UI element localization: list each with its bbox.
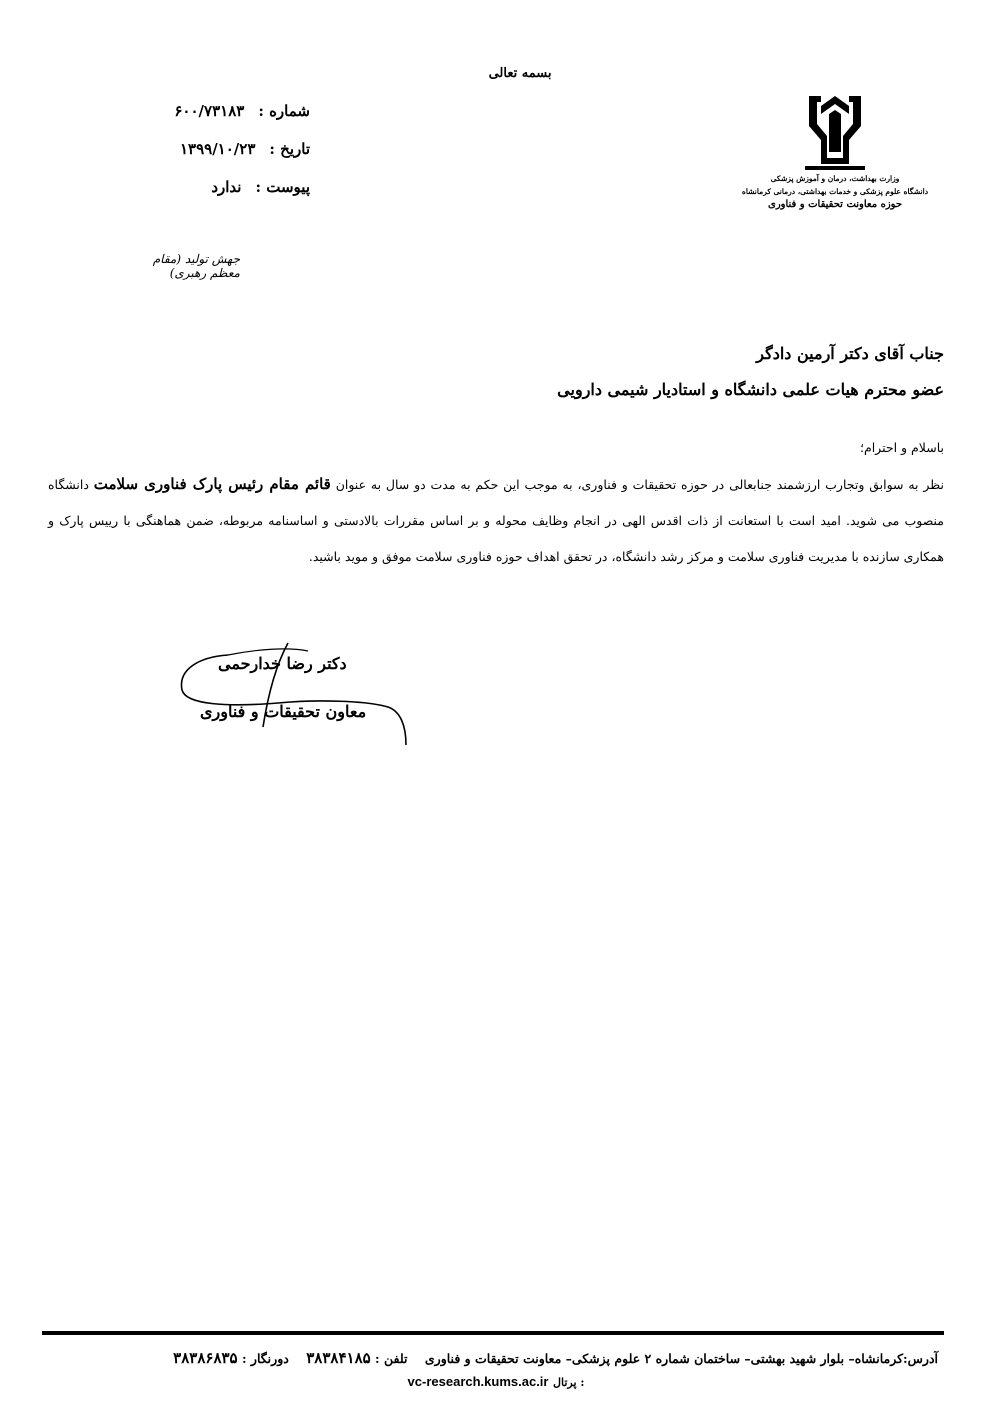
footer-divider [42,1331,944,1335]
number-value: ۶۰۰/۷۳۱۸۳ [174,102,245,120]
attachment-row [150,168,310,206]
number-row [150,92,310,130]
date-value: ۱۳۹۹/۱۰/۲۳ [179,140,256,158]
paragraph-part2: دانشگاه منصوب می شوید. امید است با استعانت از ذات اقدس الهی در انجام وظایف محوله و بر اساس مقررات بالادستی و اساسنامه مربوطه، ضمن هماهنگی با رییس پارک و همکاری سازنده با مدیریت فناوری سلامت و مرکز رشد دانشگاه، در تحقق اهداف حوزه فناوری سلامت موفق و موید باشید. [48,477,944,564]
signatory-title: معاون تحقیقات و فناوری [200,702,367,721]
fax-number: ۳۸۳۸۶۸۳۵ [173,1349,238,1367]
number-label: شماره : [258,102,310,120]
org-line-ministry: وزارت بهداشت، درمان و آموزش پزشکی [770,174,900,183]
portal-label: پرتال : [553,1376,585,1389]
bismillah-heading: بسمه تعالی [488,66,552,81]
appointment-title: قائم مقام رئیس پارک فناوری سلامت [93,475,331,493]
date-label: تاریخ : [269,140,310,158]
greeting: باسلام و احترام؛ [860,440,944,455]
main-paragraph [48,466,944,575]
letter-body [48,430,944,575]
recipient-name: جناب آقای دکتر آرمین دادگر [756,344,944,363]
paragraph-part1: نظر به سوابق وتجارب ارزشمند جنابعالی در حوزه تحقیقات و فناوری، به موجب این حکم به مدت دو سال به عنوان [335,477,944,492]
attachment-value: ندارد [211,178,242,196]
signatory-name: دکتر رضا خدارحمی [218,654,347,673]
address-text: آدرس:کرمانشاه– بلوار شهید بهشتی– ساختمان شماره ۲ علوم پزشکی– معاونت تحقیقات و فناوری [424,1351,938,1366]
phone-label: تلفن : [375,1351,408,1366]
recipient-block [144,340,944,412]
date-row [150,130,310,168]
org-line-university: دانشگاه علوم پزشکی و خدمات بهداشتی، درمانی کرمانشاه [741,187,929,196]
fax-label: دورنگار : [241,1351,289,1366]
footer-address [48,1349,938,1367]
portal-url[interactable]: vc-research.kums.ac.ir [407,1374,549,1389]
footer-portal [0,1374,992,1390]
recipient-position: عضو محترم هیات علمی دانشگاه و استادیار شیمی دارویی [557,380,944,399]
attachment-label: پیوست : [255,178,310,196]
letter-meta [150,92,310,206]
slogan-text: جهش تولید (مقام معظم رهبری) [152,252,240,280]
phone-number: ۳۸۳۸۴۱۸۵ [306,1349,371,1367]
university-logo-icon [803,92,867,172]
organization-block [735,92,935,211]
org-line-department: حوزه معاونت تحقیقات و فناوری [768,199,902,210]
